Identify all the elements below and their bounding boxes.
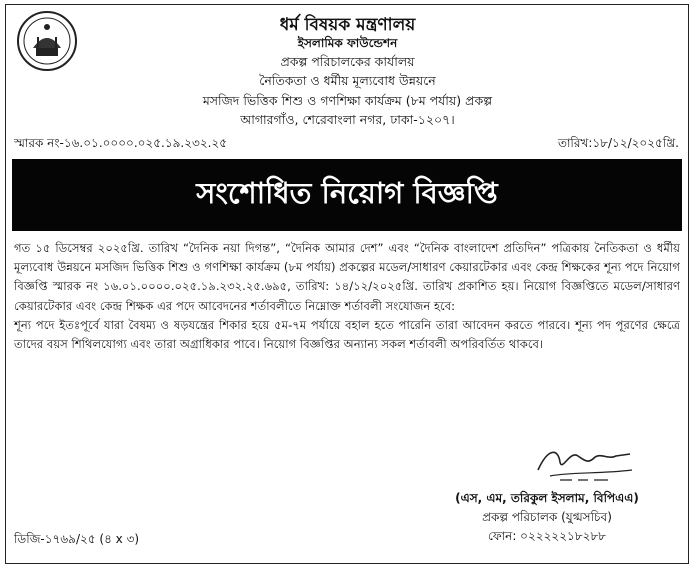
body-paragraph-1: গত ১৫ ডিসেম্বর ২০২৫খ্রি. তারিখ “দৈনিক নয়া দিগন্ত”, “দৈনিক আমার দেশ” এবং “দৈনিক বাংলাদেশ প্রতিদিন” পত্রিকায় নৈতিকতা ও ধর্মীয় মূল্যবোধ উন্নয়নে মসজিদ ভিত্তিক শিশু ও গণশিক্ষা কার্যক্রম (৮ম পর্যায়) প্রকল্পের মডেল/সাধারণ কেয়ারটেকার এবং কেন্দ্র শিক্ষকের শূন্য পদে নিয়োগ বিজ্ঞপ্তি স্মারক নং ১৬.০১.০০০০.০২৫.১৯.২৩২.২৫.৬৯৫, তারিখ: ১৪/১২/২০২৫খ্রি. তারিখ প্রকাশিত হয়। নিয়োগ বিজ্ঞপ্তিতে মডেল/সাধারণ কেয়ারটেকার এবং কেন্দ্র শিক্ষক এর পদে আবেদনের শর্তাবলীতে নিম্নোক্ত শর্তাবলী সংযোজন হবে:	[14, 241, 680, 313]
title-banner	[12, 159, 682, 231]
office-name: প্রকল্প পরিচালকের কার্যালয়	[280, 54, 415, 69]
program-line-2: মসজিদ ভিত্তিক শিশু ও গণশিক্ষা কার্যক্রম (৮ম পর্যায়) প্রকল্প	[202, 93, 493, 108]
handwritten-signature-icon	[530, 440, 640, 484]
program-line-1: নৈতিকতা ও ধর্মীয় মূল্যবোধ উন্নয়নে	[259, 73, 436, 88]
notice-body	[14, 239, 680, 354]
ministry-name: ধর্ম বিষয়ক মন্ত্রণালয়	[279, 15, 416, 35]
signatory-phone: ফোন: ০২২২২২১৮২৮৮	[488, 529, 606, 543]
memo-reference: স্মারক নং-১৬.০১.০০০০.০২৫.১৯.২৩২.২৫	[14, 136, 228, 150]
memo-date: তারিখ:১৮/১২/২০২৫খ্রি.	[557, 136, 679, 150]
office-address: আগারগাঁও, শেরেবাংলা নগর, ঢাকা-১২০৭।	[240, 112, 455, 127]
banner-title: সংশোধিত নিয়োগ বিজ্ঞপ্তি	[196, 175, 498, 210]
signatory-title: প্রকল্প পরিচালক (যুগ্মসচিব)	[482, 510, 612, 524]
footer-code: ডিজি-১৭৬৯/২৫ (৪ x ৩)	[14, 532, 140, 546]
signatory-name: (এস, এম, তরিকুল ইসলাম, বিপিএএ)	[455, 491, 639, 505]
body-paragraph-2: শূন্য পদে ইতঃপূর্বে যারা বৈষম্য ও ষড়যন্ত্রের শিকার হয়ে ৫ম-৭ম পর্যায়ে বহাল হতে পারেনি তারা আবেদন করতে পারবে। শূন্য পদ পূরণের ক্ষেত্রে তাদের বয়স শিথিলযোগ্য এবং তারা অগ্রাধিকার পাবে। নিয়োগ বিজ্ঞপ্তির অন্যান্য সকল শর্তাবলী অপরিবর্তিত থাকবে।	[14, 317, 680, 352]
foundation-name: ইসলামিক ফাউন্ডেশন	[297, 36, 398, 50]
